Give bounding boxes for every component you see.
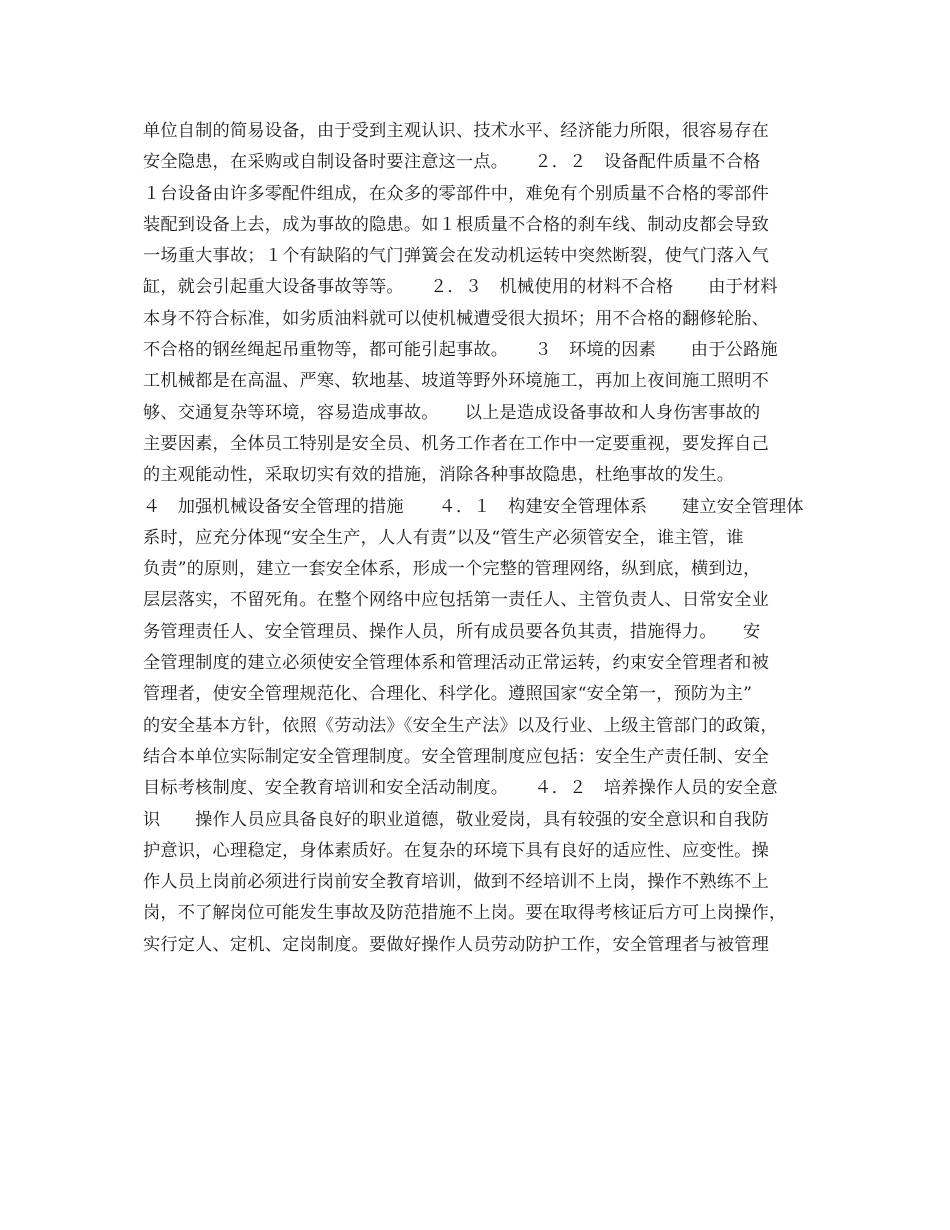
text-line: 实行定人、定机、定岗制度。要做好操作人员劳动防护工作，安全管理者与被管理 [143, 934, 769, 955]
text-line: 装配到设备上去，成为事故的隐患。如１根质量不合格的刹车线、制动皮都会导致 [143, 214, 769, 235]
text-line: 的安全基本方针，依照《劳动法》《安全生产法》以及行业、上级主管部门的政策， [143, 715, 778, 736]
text-line: 不合格的钢丝绳起吊重物等，都可能引起事故。 ３ 环境的因素 由于公路施 [143, 340, 778, 361]
text-line: 单位自制的简易设备，由于受到主观认识、技术水平、经济能力所限，很容易存在 [143, 121, 769, 141]
text-line: 工机械都是在高温、严寒、软地基、坡道等野外环境施工，再加上夜间施工照明不 [143, 371, 769, 392]
text-line: 结合本单位实际制定安全管理制度。安全管理制度应包括：安全生产责任制、安全 [143, 746, 769, 767]
text-line: 作人员上岗前必须进行岗前安全教育培训，做到不经培训不上岗，操作不熟练不上 [143, 872, 769, 893]
text-line: 务管理责任人、安全管理员、操作人员，所有成员要各负其责，措施得力。 安 [143, 621, 761, 642]
text-line: 本身不符合标准，如劣质油料就可以使机械遭受很大损坏；用不合格的翻修轮胎、 [143, 308, 769, 329]
text-line: 目标考核制度、安全教育培训和安全活动制度。 ４．２ 培养操作人员的安全意 [143, 778, 778, 799]
text-line: 一场重大事故；１个有缺陷的气门弹簧会在发动机运转中突然断裂，使气门落入气 [143, 246, 769, 267]
text-line: 够、交通复杂等环境，容易造成事故。 以上是造成设备事故和人身伤害事故的 [143, 402, 761, 423]
text-line: 安全隐患，在采购或自制设备时要注意这一点。 ２．２ 设备配件质量不合格 [143, 152, 761, 173]
text-line: 层层落实，不留死角。在整个网络中应包括第一责任人、主管负责人、日常安全业 [143, 590, 769, 611]
text-line: 识 操作人员应具备良好的职业道德，敬业爱岗，具有较强的安全意识和自我防 [143, 809, 769, 830]
text-line: 缸，就会引起重大设备事故等等。 ２．３ 机械使用的材料不合格 由于材料 [143, 277, 778, 298]
text-line: 全管理制度的建立必须使安全管理体系和管理活动正常运转，约束安全管理者和被 [143, 653, 769, 674]
text-line: 的主观能动性，采取切实有效的措施，消除各种事故隐患，杜绝事故的发生。 [143, 465, 735, 486]
text-line: 系时，应充分体现“安全生产，人人有责”以及“管生产必须管安全，谁主管，谁 [143, 527, 744, 548]
text-line: 岗，不了解岗位可能发生事故及防范措施不上岗。要在取得考核证后方可上岗操作， [143, 903, 787, 924]
text-line: 负责”的原则，建立一套安全体系，形成一个完整的管理网络，纵到底，横到边， [143, 559, 761, 580]
text-line: 主要因素，全体员工特别是安全员、机务工作者在工作中一定要重视，要发挥自己 [143, 433, 769, 454]
text-line: ４ 加强机械设备安全管理的措施 ４．１ 构建安全管理体系 建立安全管理体 [143, 496, 804, 517]
text-line: １台设备由许多零配件组成，在众多的零部件中，难免有个别质量不合格的零部件 [143, 183, 769, 204]
text-line: 护意识，心理稳定，身体素质好。在复杂的环境下具有良好的适应性、应变性。操 [143, 840, 769, 861]
text-line: 管理者，使安全管理规范化、合理化、科学化。遵照国家“安全第一，预防为主” [143, 684, 753, 705]
body-text [143, 116, 823, 961]
